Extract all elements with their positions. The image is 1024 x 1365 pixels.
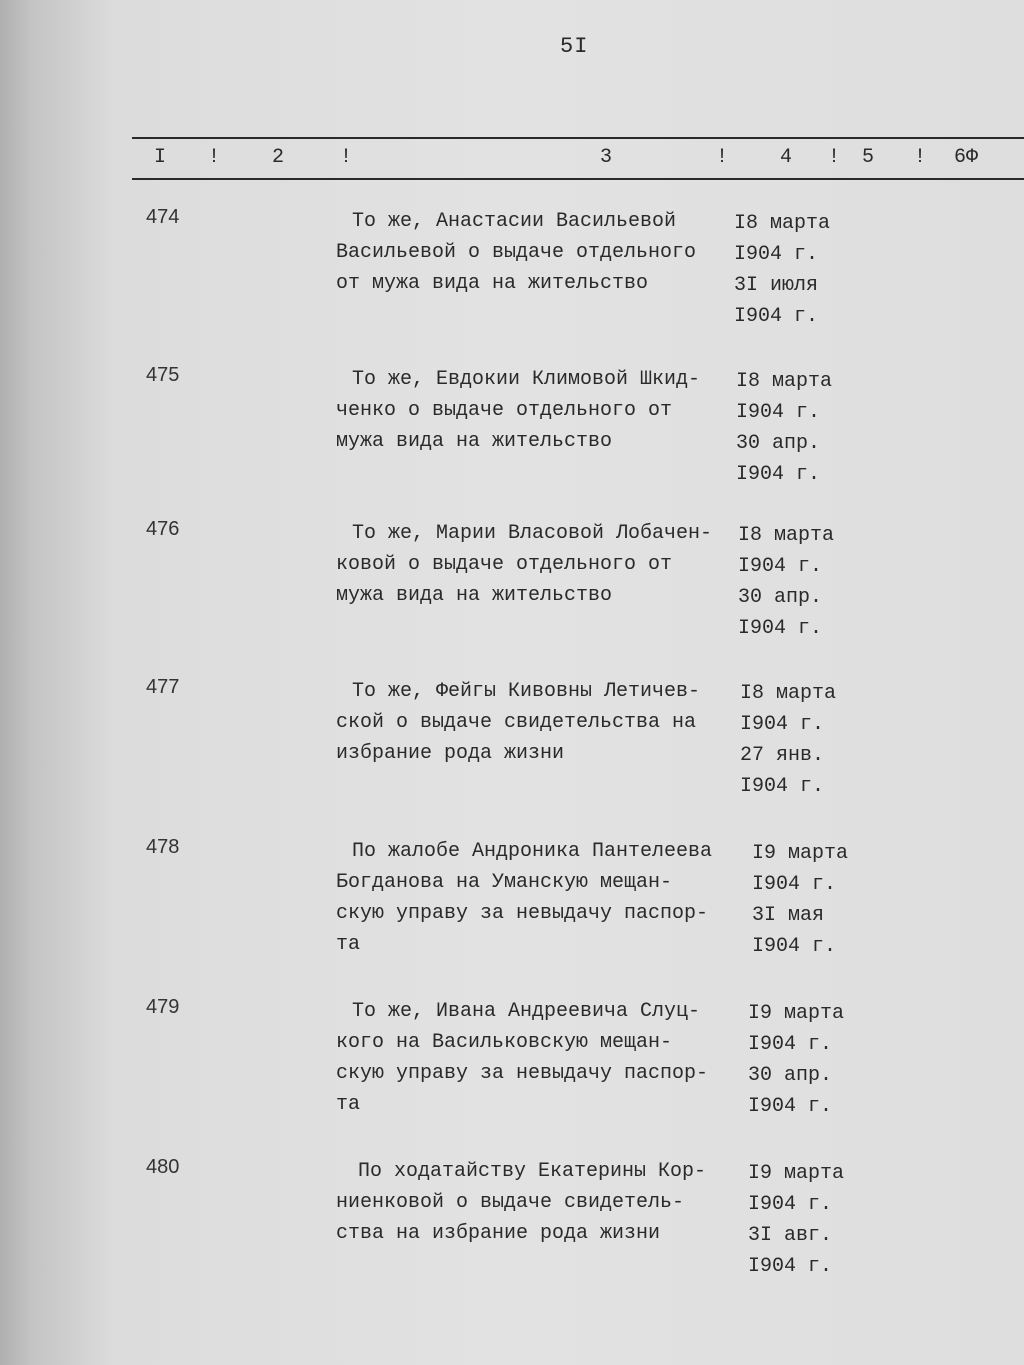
description-line: То же, Фейгы Кивовны Летичев- [352,680,701,703]
description-line: ченко о выдаче отдельного от [336,399,673,422]
date-line: I904 г. [738,555,823,578]
page-number: 5I [560,34,589,59]
date-line: I8 марта [736,370,833,393]
table-row [0,676,1024,826]
description-line: Богданова на Уманскую мещан- [336,871,673,894]
date-line: 30 апр. [748,1064,833,1087]
description-line: ства на избрание рода жизни [336,1222,661,1245]
header-col-2: 2 [272,146,285,169]
table-row [0,206,1024,356]
entry-number: 477 [146,676,180,698]
entry-dates [740,678,836,802]
description-line: та [336,933,361,956]
entry-dates [748,1158,844,1282]
date-line: I904 г. [748,1033,833,1056]
description-line: То же, Марии Власовой Лобачен- [352,522,713,545]
entry-description [336,1156,756,1249]
description-line: скую управу за невыдачу паспор- [336,1062,709,1085]
date-line: 30 апр. [736,432,821,455]
entry-dates [748,998,844,1122]
entry-dates [738,520,834,644]
description-line: ковой о выдаче отдельного от [336,553,673,576]
date-line: I904 г. [734,305,819,328]
entry-description [336,206,756,299]
date-line: I904 г. [736,401,821,424]
description-line: ниенковой о выдаче свидетель- [336,1191,685,1214]
header-separator: ! [716,146,729,169]
entry-number: 480 [146,1156,180,1178]
date-line: I904 г. [740,775,825,798]
date-line: I904 г. [738,617,823,640]
description-line: кого на Васильковскую мещан- [336,1031,673,1054]
date-line: 3I мая [752,904,825,927]
header-separator: ! [828,146,841,169]
date-line: I8 марта [740,682,837,705]
entry-dates [752,838,848,962]
date-line: I904 г. [752,935,837,958]
date-line: I9 марта [748,1162,845,1185]
table-top-rule [132,137,1024,139]
entry-number: 476 [146,518,180,540]
entry-description [336,996,756,1120]
table-row [0,1156,1024,1306]
date-line: 3I июля [734,274,819,297]
table-row [0,836,1024,986]
header-col-6: 6Ф [954,146,979,169]
date-line: I904 г. [748,1193,833,1216]
date-line: I904 г. [748,1095,833,1118]
date-line: 27 янв. [740,744,825,767]
description-line: То же, Анастасии Васильевой [352,210,677,233]
date-line: I904 г. [752,873,837,896]
header-separator: ! [340,146,353,169]
entry-dates [736,366,832,490]
header-separator: ! [208,146,221,169]
date-line: I8 марта [734,212,831,235]
entry-description [336,518,756,611]
table-row [0,996,1024,1146]
date-line: I904 г. [740,713,825,736]
entry-number: 474 [146,206,180,228]
description-line: По ходатайству Екатерины Кор- [358,1160,707,1183]
description-line: То же, Ивана Андреевича Слуц- [352,1000,701,1023]
entry-number: 475 [146,364,180,386]
date-line: I9 марта [748,1002,845,1025]
description-line: мужа вида на жительство [336,584,613,607]
header-col-1: I [154,146,167,169]
date-line: I9 марта [752,842,849,865]
table-row [0,518,1024,668]
header-col-4: 4 [780,146,793,169]
description-line: По жалобе Андроника Пантелеева [352,840,713,863]
description-line: избрание рода жизни [336,742,565,765]
description-line: Васильевой о выдаче отдельного [336,241,697,264]
header-col-3: 3 [600,146,613,169]
entry-dates [734,208,830,332]
entry-description [336,836,756,960]
date-line: I8 марта [738,524,835,547]
description-line: ской о выдаче свидетельства на [336,711,697,734]
entry-number: 478 [146,836,180,858]
description-line: То же, Евдокии Климовой Шкид- [352,368,701,391]
entry-description [336,364,756,457]
date-line: I904 г. [736,463,821,486]
table-row [0,364,1024,514]
date-line: I904 г. [748,1255,833,1278]
description-line: мужа вида на жительство [336,430,613,453]
description-line: та [336,1093,361,1116]
header-separator: ! [914,146,927,169]
date-line: 3I авг. [748,1224,833,1247]
entry-number: 479 [146,996,180,1018]
description-line: от мужа вида на жительство [336,272,649,295]
description-line: скую управу за невыдачу паспор- [336,902,709,925]
table-header-rule [132,178,1024,180]
date-line: I904 г. [734,243,819,266]
header-col-5: 5 [862,146,875,169]
entry-description [336,676,756,769]
date-line: 30 апр. [738,586,823,609]
